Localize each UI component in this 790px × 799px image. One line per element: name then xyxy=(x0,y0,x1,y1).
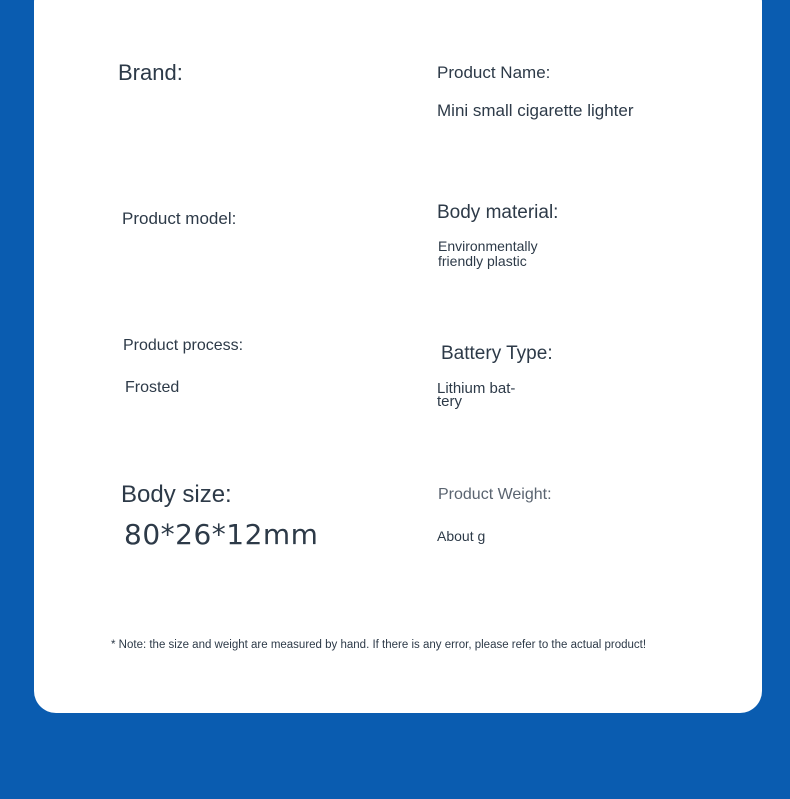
product-model-label: Product model: xyxy=(122,209,237,228)
product-name-value: Mini small cigarette lighter xyxy=(437,101,634,120)
brand-label: Brand: xyxy=(118,60,183,85)
body-material-value-line2: friendly plastic xyxy=(438,253,527,269)
product-weight-value: About g xyxy=(437,528,486,544)
battery-type-label: Battery Type: xyxy=(441,343,553,364)
spec-card xyxy=(34,0,762,713)
body-size-label: Body size: xyxy=(121,481,232,508)
product-process-value: Frosted xyxy=(125,379,180,396)
body-size-value: 80*26*12mm xyxy=(124,518,319,551)
body-material-label: Body material: xyxy=(437,202,559,223)
battery-type-value-line1: Lithium bat- xyxy=(437,380,516,397)
measurement-note: * Note: the size and weight are measured by hand. If there is any error, please refer to the actual product! xyxy=(111,639,647,651)
product-weight-label: Product Weight: xyxy=(438,486,552,503)
product-name-label: Product Name: xyxy=(437,63,551,82)
body-material-value-line1: Environmentally xyxy=(438,238,538,254)
battery-type-value-line2: tery xyxy=(437,393,463,410)
product-process-label: Product process: xyxy=(123,337,244,354)
